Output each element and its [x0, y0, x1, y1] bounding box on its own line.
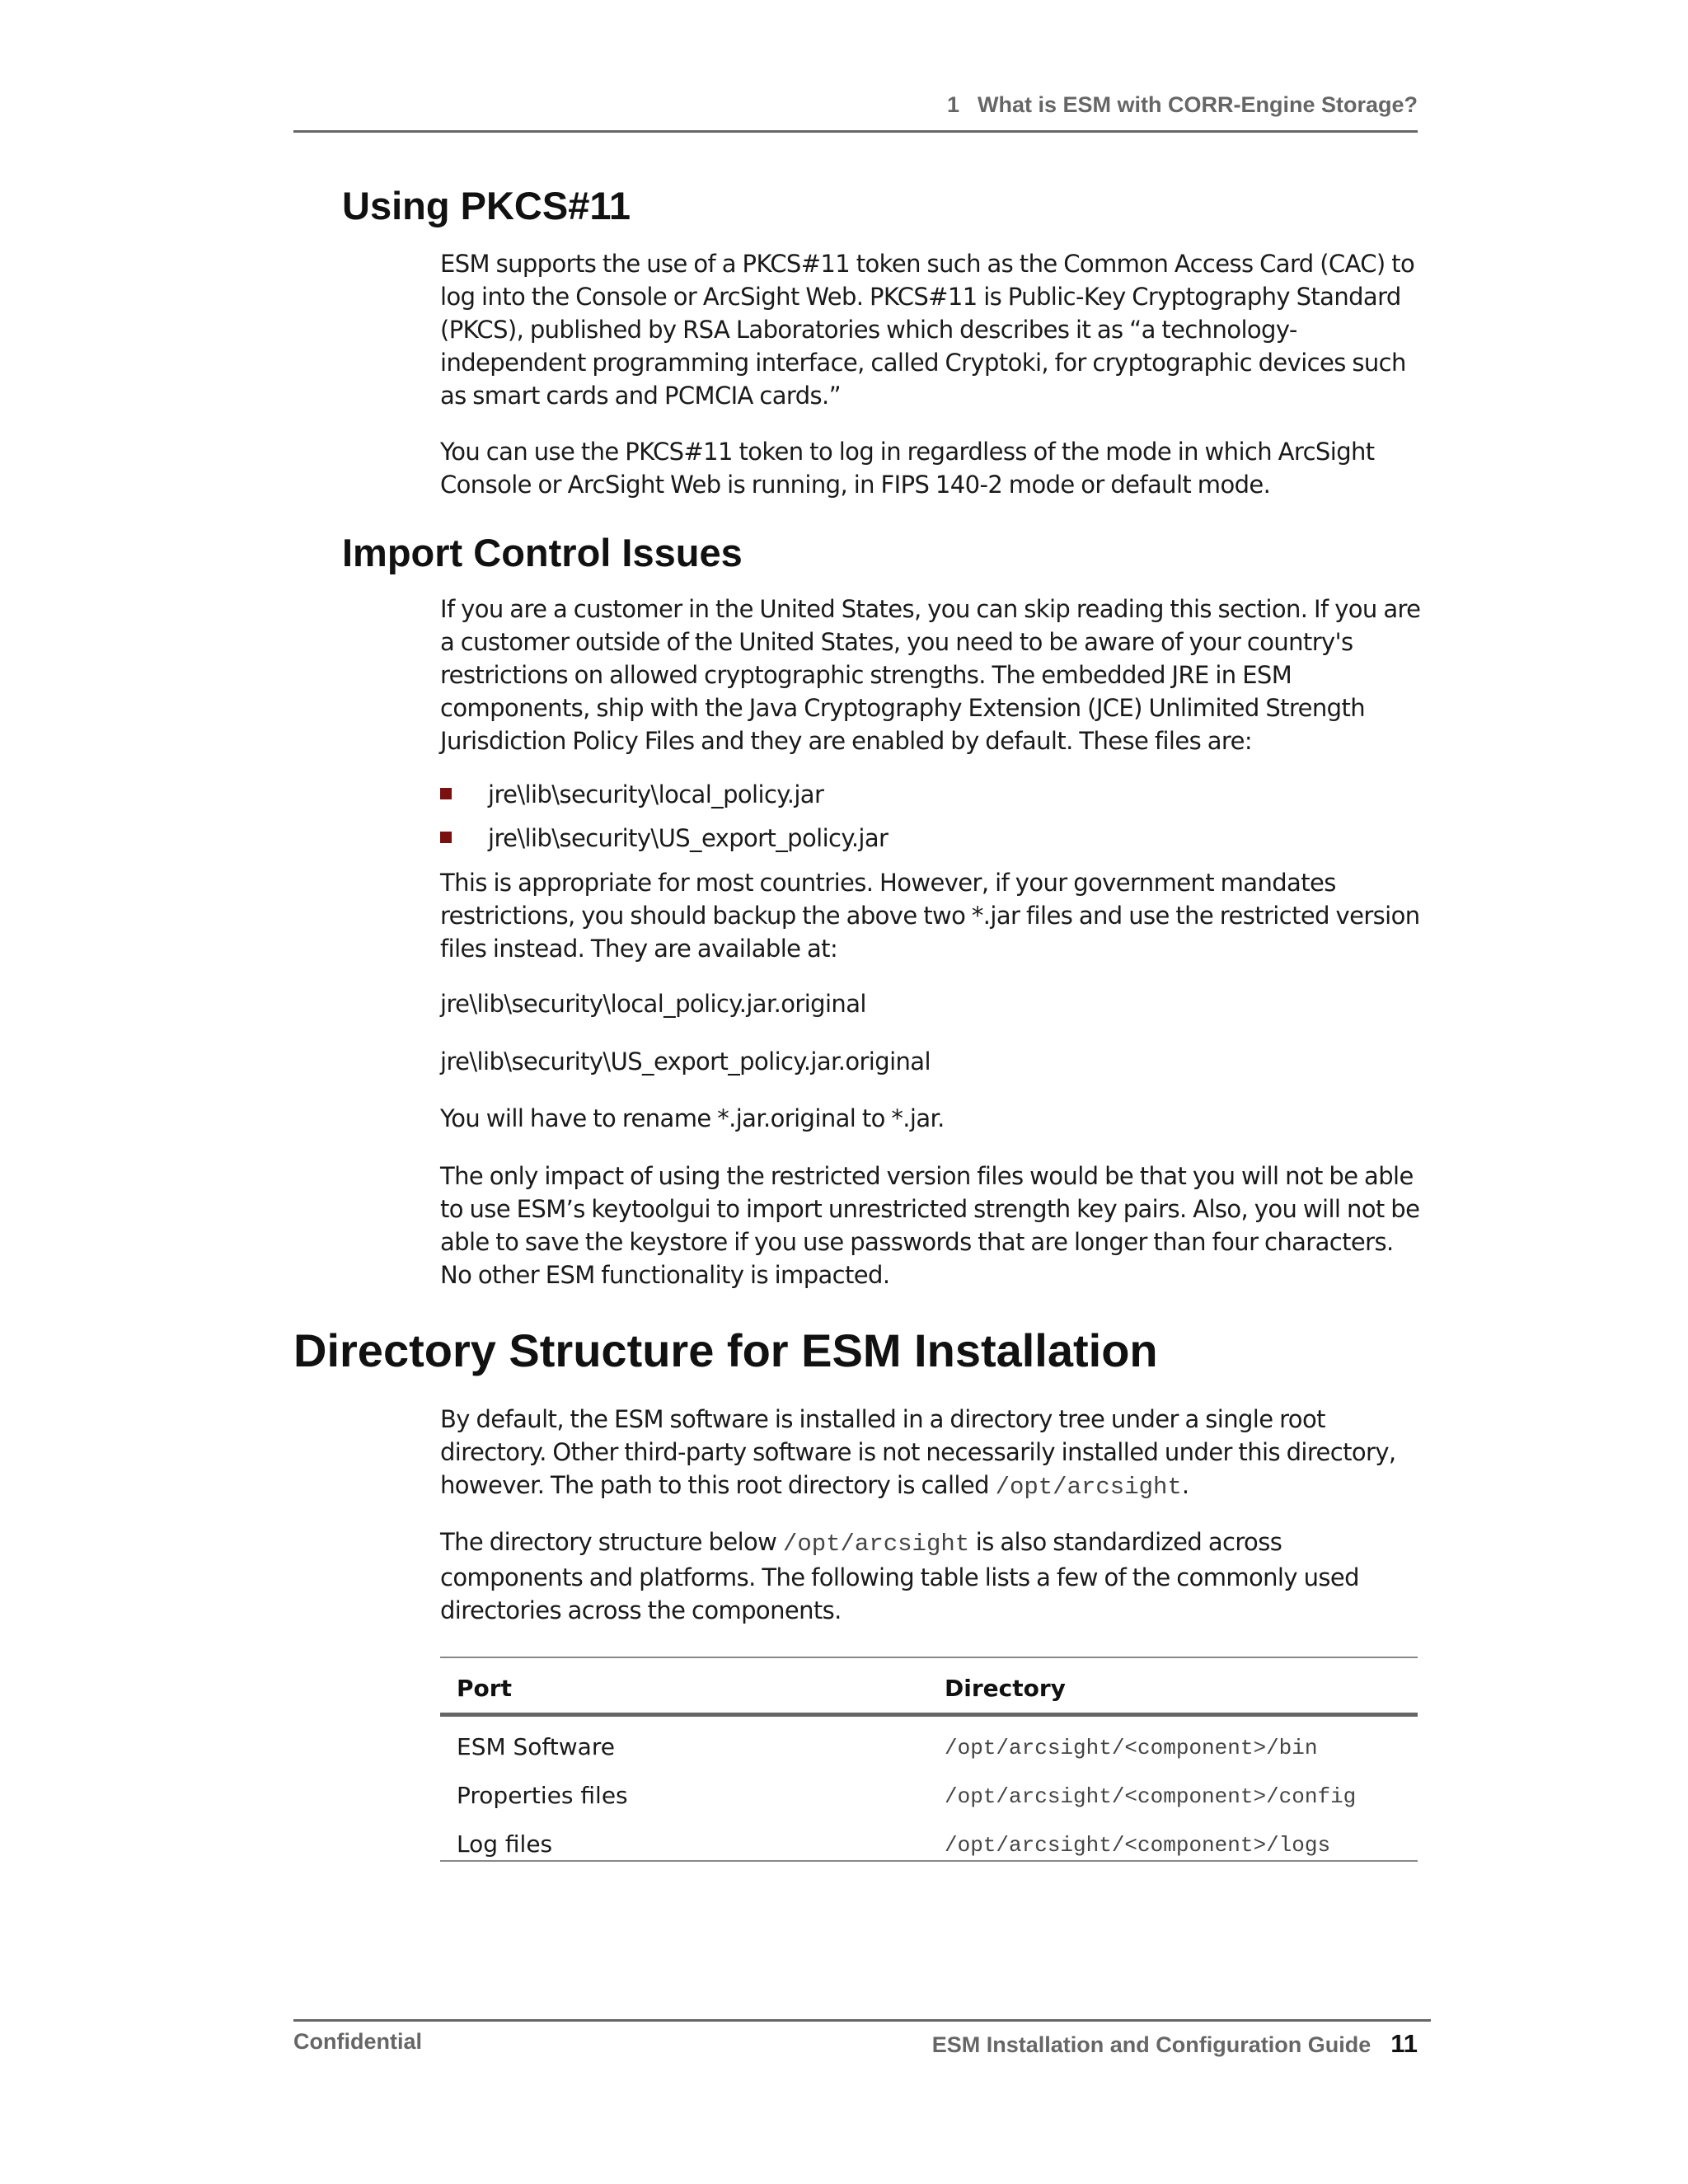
policy-path-2: jre\lib\security\US_export_policy.jar.original — [440, 1047, 931, 1076]
footer-confidential: Confidential — [293, 2029, 422, 2054]
pkcs-paragraph-1: ESM supports the use of a PKCS#11 token such as the Common Access Card (CAC) to log into the Console or ArcSight Web. PKCS#11 is Public-Key Cryptography Standard (PKCS), published by RSA Laboratories which describes it as “a technology-independent programming interface, called Cryptoki, for cryptographic devices such as smart cards and PCMCIA cards.” — [440, 250, 1415, 410]
table-cell-port: Log files — [457, 1830, 553, 1858]
import-paragraph-3: You will have to rename *.jar.original to *.jar. — [440, 1104, 945, 1132]
table-header-rule — [440, 1713, 1418, 1717]
table-header-port: Port — [457, 1675, 512, 1702]
root-path-code: /opt/arcsight — [782, 1530, 970, 1558]
heading-directory-structure: Directory Structure for ESM Installation — [293, 1324, 1158, 1376]
table-header-directory: Directory — [945, 1675, 1066, 1702]
chapter-title: What is ESM with CORR-Engine Storage? — [977, 92, 1418, 117]
bullet-square-icon — [440, 788, 452, 799]
directory-paragraph-1-end: . — [1181, 1471, 1189, 1499]
bullet-text: jre\lib\security\US_export_policy.jar — [488, 824, 889, 852]
directory-paragraph-2 — [440, 1526, 1421, 1627]
running-header-text — [947, 92, 1418, 118]
footer-guide-title: ESM Installation and Configuration Guide — [931, 2032, 1372, 2057]
import-paragraph-1: If you are a customer in the United States, you can skip reading this section. If you are a customer outside of the United States, you need to be aware of your country's restrictions on allowed cryptographic strengths. The embedded JRE in ESM components, ship with the Java Cryptography Extension (JCE) Unlimited Strength Jurisdiction Policy Files and they are enabled by default. These files are: — [440, 595, 1421, 755]
import-paragraph-4: The only impact of using the restricted version files would be that you will not be able to use ESM’s keytoolgui to import unrestricted strength key pairs. Also, you will not be able to save the keystore if you use passwords that are longer than four characters. No other ESM functionality is impacted. — [440, 1162, 1420, 1289]
table-bottom-rule — [440, 1860, 1418, 1862]
heading-import-control: Import Control Issues — [342, 531, 743, 574]
heading-using-pkcs11: Using PKCS#11 — [342, 184, 631, 227]
bullet-text: jre\lib\security\local_policy.jar — [488, 780, 824, 808]
bullet-square-icon — [440, 832, 452, 843]
directory-paragraph-1 — [440, 1403, 1421, 1504]
table-cell-directory: /opt/arcsight/<component>/bin — [945, 1736, 1318, 1760]
import-paragraph-2: This is appropriate for most countries. However, if your government mandates restrictions, you should backup the above two *.jar files and use the restricted version files instead. They are available at: — [440, 869, 1420, 963]
page-number: 11 — [1390, 2029, 1418, 2058]
pkcs-paragraph-2: You can use the PKCS#11 token to log in regardless of the mode in which ArcSight Console or ArcSight Web is running, in FIPS 140-2 mode or default mode. — [440, 438, 1375, 499]
running-header — [293, 89, 1418, 133]
table-cell-port: Properties files — [457, 1782, 628, 1809]
table-cell-directory: /opt/arcsight/<component>/logs — [945, 1833, 1331, 1858]
root-path-code: /opt/arcsight — [995, 1474, 1182, 1501]
directory-paragraph-1-text: By default, the ESM software is installed in a directory tree under a single root directory. Other third-party software is not necessarily installed under this directory, however. The path to this root directory is called — [440, 1405, 1396, 1499]
table-cell-port: ESM Software — [457, 1733, 615, 1760]
footer-guide — [932, 2029, 1418, 2059]
table-cell-directory: /opt/arcsight/<component>/config — [945, 1784, 1357, 1809]
directory-paragraph-2-end: is also standardized across components and platforms. The following table lists a few of the commonly used directories across the components. — [440, 1528, 1359, 1624]
directory-paragraph-2-text: The directory structure below — [440, 1528, 783, 1556]
policy-path-1: jre\lib\security\local_policy.jar.original — [440, 990, 866, 1018]
table-top-rule — [440, 1657, 1418, 1658]
chapter-number: 1 — [946, 92, 959, 117]
footer-rule — [293, 2019, 1431, 2022]
